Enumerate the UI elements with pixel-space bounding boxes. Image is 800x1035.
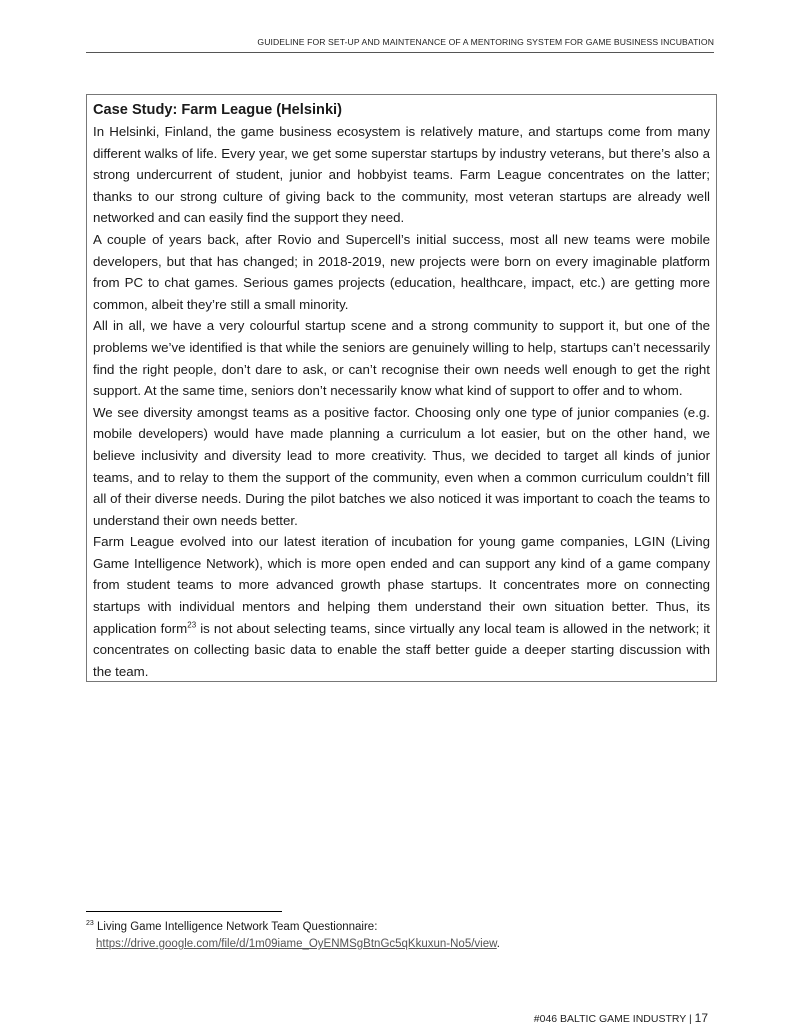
footnote-text: Living Game Intelligence Network Team Questionnaire: <box>93 921 378 933</box>
footnote <box>86 919 500 953</box>
footnote-divider <box>86 911 282 912</box>
footnote-period: . <box>496 938 500 950</box>
case-study-box <box>86 94 717 682</box>
paragraph-text: Farm League evolved into our latest iteration of incubation for young game companies, LGIN (Living Game Intelligence Network), which is more open ended and can support any kind of a game company from student teams to more advanced growth phase startups. It concentrates more on connecting startups with individual mentors and helping them understand their own situation better. Thus, its application form <box>93 534 710 636</box>
paragraph <box>93 531 710 682</box>
running-header: GUIDELINE FOR SET-UP AND MAINTENANCE OF A MENTORING SYSTEM FOR GAME BUSINESS INCUBATION <box>257 37 714 47</box>
paragraph: We see diversity amongst teams as a positive factor. Choosing only one type of junior companies (e.g. mobile developers) would have made planning a curriculum a lot easier, but on the other hand, we believe inclusivity and diversity lead to more creativity. Thus, we decided to target all kinds of junior teams, and to relay to them the support of the community, even when a common curriculum couldn’t fill all of their diverse needs. During the pilot batches we also noticed it was important to coach the teams to understand their own needs better. <box>93 404 710 528</box>
publication-label: #046 BALTIC GAME INDUSTRY | <box>533 1013 695 1025</box>
footnote-number: 23 <box>86 920 94 928</box>
page-footer <box>534 1011 708 1025</box>
paragraph: In Helsinki, Finland, the game business ecosystem is relatively mature, and startups come from many different walks of life. Every year, we get some superstar startups by industry veterans, but there’s also a strong undercurrent of student, junior and hobbyist teams. Farm League concentrates on the latter; thanks to our strong culture of giving back to the community, most veteran startups are already well networked and can easily find the support they need. <box>93 124 710 226</box>
footnote-reference[interactable]: 23 <box>187 620 197 630</box>
header-divider <box>86 52 714 53</box>
footnote-link[interactable]: https://drive.google.com/file/d/1m09iame_OyENMSgBtnGc5qKkuxun-No5/view <box>96 938 497 950</box>
paragraph: A couple of years back, after Rovio and Supercell’s initial success, most all new teams were mobile developers, but that has changed; in 2018-2019, new projects were born on every imaginable platform from PC to chat games. Serious games projects (education, healthcare, impact, etc.) are getting more common, albeit they’re still a small minority. <box>93 231 710 312</box>
paragraph: All in all, we have a very colourful startup scene and a strong community to support it, but one of the problems we’ve identified is that while the seniors are genuinely willing to help, startups can’t necessarily find the right people, don’t dare to ask, or can’t recognise their own needs well enough to get the right support. At the same time, seniors don’t necessarily know what kind of support to offer and to whom. <box>93 318 710 399</box>
case-study-title: Case Study: Farm League (Helsinki) <box>93 102 342 118</box>
paragraph-text: is not about selecting teams, since virtually any local team is allowed in the network; it concentrates on collecting basic data to enable the staff better guide a deeper starting discussion with the team. <box>93 620 710 679</box>
page-number: 17 <box>694 1011 708 1025</box>
